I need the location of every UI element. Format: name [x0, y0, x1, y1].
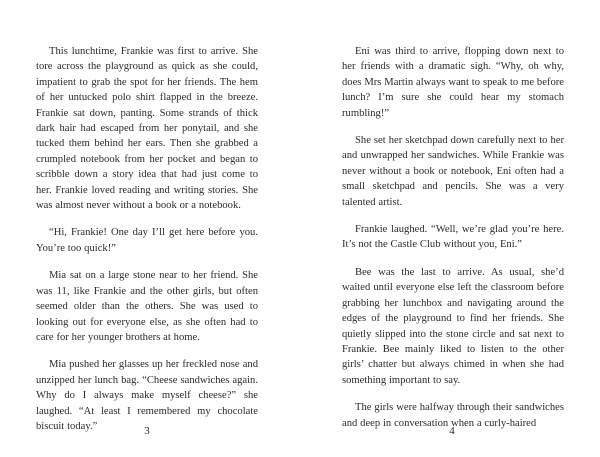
right-page: [342, 44, 564, 443]
right-paragraph-5: The girls were halfway through their sandwiches and deep in conversation when a curly-haired: [342, 402, 564, 429]
right-paragraph-4: Bee was the last to arrive. As usual, she’d waited until everyone else left the classroom before grabbing her lunchbox and navigating around the edges of the playground to find her friends. She quietly slipped into the stone circle and sat next to Frankie. Bee mainly liked to listen to the other girls’ chatter but always chimed in when she had something important to say.: [342, 266, 564, 386]
left-page: [36, 44, 258, 446]
left-paragraph-4: Mia pushed her glasses up her freckled nose and unzipped her lunch bag. “Cheese sandwiches again. Why do I always make myself cheese?” she laughed. “At least I remembered my chocolate biscuit today.”: [36, 359, 258, 432]
right-paragraph-2: She set her sketchpad down carefully next to her and unwrapped her sandwiches. While Frankie was never without a book or notebook, Eni often had a small sketchpad and pencils. She was a very talented artist.: [342, 135, 564, 208]
left-page-number: 3: [144, 425, 150, 437]
right-page-number: 4: [449, 425, 455, 437]
right-paragraph-1: Eni was third to arrive, flopping down next to her friends with a dramatic sigh. “Why, oh why, does Mrs Martin always want to speak to me before lunch? I’m sure she could hear my stomach rumbling!”: [342, 46, 564, 119]
left-paragraph-2: “Hi, Frankie! One day I’ll get here before you. You’re too quick!”: [36, 227, 258, 254]
left-paragraph-3: Mia sat on a large stone near to her friend. She was 11, like Frankie and the other girls, but often seemed older than the others. She was used to looking out for everyone else, as she often had to care for her younger brothers at home.: [36, 270, 258, 343]
left-paragraph-1: This lunchtime, Frankie was first to arrive. She tore across the playground as quick as she could, impatient to grab the spot for her friends. The hem of her untucked polo shirt flapped in the breeze. Frankie sat down, panting. Some strands of thick dark hair had escaped from her ponytail, and she tucked them behind her ears. Then she grabbed a crumpled notebook from her pocket and began to scribble down a story idea that had just come to her. Frankie loved reading and writing stories. She was almost never without a book or a notebook.: [36, 46, 258, 212]
right-paragraph-3: Frankie laughed. “Well, we’re glad you’re here. It’s not the Castle Club without you, Eni.”: [342, 224, 564, 251]
